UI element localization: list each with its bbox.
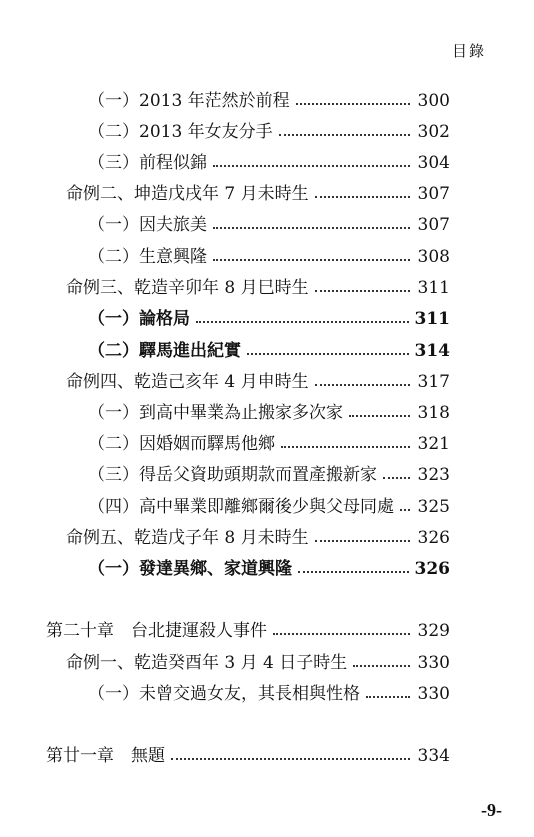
toc-entry-title: （三）前程似錦 (88, 153, 207, 173)
running-header: 目錄 (451, 42, 486, 60)
dot-leader (353, 665, 410, 667)
toc-entry-title: 命例一、乾造癸酉年 3 月 4 日子時生 (66, 653, 348, 673)
toc-entry (88, 212, 450, 238)
toc-entry-page: 325 (417, 497, 450, 517)
toc-entry-page: 308 (417, 247, 450, 267)
toc-entry-title: 命例二、坤造戊戌年 7 月未時生 (66, 184, 309, 204)
toc-entry-page: 314 (414, 341, 450, 361)
dot-leader (315, 540, 410, 542)
toc-entry-title: 命例五、乾造戊子年 8 月未時生 (66, 528, 309, 548)
toc-entry-page: 311 (417, 278, 450, 298)
toc-chapter-entry (46, 743, 450, 769)
dot-leader (315, 290, 410, 292)
toc-entry-page: 329 (417, 621, 450, 641)
toc-entry (66, 525, 450, 551)
toc-entry-page: 311 (414, 309, 450, 329)
dot-leader (298, 571, 409, 573)
dot-leader (296, 103, 410, 105)
toc-entry-title: （二）因婚姻而驛馬他鄉 (88, 434, 275, 454)
toc-entry (88, 556, 450, 582)
toc-entry-page: 302 (417, 122, 450, 142)
dot-leader (171, 758, 410, 760)
toc-entry-title: （一）未曾交過女友，其長相與性格 (88, 684, 360, 704)
toc-entry-page: 317 (417, 372, 450, 392)
toc-entry-page: 330 (417, 684, 450, 704)
dot-leader (213, 259, 410, 261)
toc-entry-title: （一）發達異鄉、家道興隆 (88, 559, 292, 579)
toc-entry-title: 命例四、乾造己亥年 4 月申時生 (66, 372, 309, 392)
dot-leader (213, 165, 410, 167)
toc-entry-page: 318 (417, 403, 450, 423)
toc-entry-page: 304 (417, 153, 450, 173)
dot-leader (247, 353, 409, 355)
toc-entry-page: 300 (417, 91, 450, 111)
dot-leader (273, 633, 410, 635)
toc-entry-title: （一）2013 年茫然於前程 (88, 91, 290, 111)
toc-entry (66, 369, 450, 395)
toc-entry-title: （四）高中畢業即離鄉爾後少與父母同處 (88, 497, 394, 517)
toc-entry-page: 323 (417, 465, 450, 485)
toc-entry-title: 命例三、乾造辛卯年 8 月巳時生 (66, 278, 309, 298)
toc-entry-title: （三）得岳父資助頭期款而置產搬新家 (88, 465, 377, 485)
toc-entry-title: （二）驛馬進出紀實 (88, 341, 241, 361)
dot-leader (279, 134, 410, 136)
dot-leader (281, 446, 410, 448)
toc-entry (88, 88, 450, 114)
toc-entry (88, 119, 450, 145)
toc-entry (88, 462, 450, 488)
dot-leader (315, 384, 410, 386)
toc-entry-title: 第二十章 台北捷運殺人事件 (46, 621, 267, 641)
toc-entry-page: 307 (417, 184, 450, 204)
toc-entry-page: 326 (417, 528, 450, 548)
toc-entry (88, 150, 450, 176)
toc-entry-title: （二）生意興隆 (88, 247, 207, 267)
toc-entry-title: （一）論格局 (88, 309, 190, 329)
toc-entry-page: 321 (417, 434, 450, 454)
dot-leader (400, 509, 410, 511)
toc-entry-page: 334 (417, 746, 450, 766)
dot-leader (366, 696, 410, 698)
toc-entry-page: 307 (417, 215, 450, 235)
dot-leader (383, 477, 410, 479)
toc-entry (66, 650, 450, 676)
toc-entry-page: 330 (417, 653, 450, 673)
dot-leader (315, 196, 410, 198)
toc-entry (88, 494, 450, 520)
toc-entry-title: 第廿一章 無題 (46, 746, 165, 766)
toc-chapter-entry (46, 618, 450, 644)
toc-entry-title: （一）因夫旅美 (88, 215, 207, 235)
toc-entry (66, 275, 450, 301)
toc-entry (88, 244, 450, 270)
dot-leader (213, 227, 410, 229)
dot-leader (349, 415, 410, 417)
toc-entry (88, 681, 450, 707)
toc-entry-title: （二）2013 年女友分手 (88, 122, 273, 142)
toc-entry (88, 400, 450, 426)
page-number: -9- (481, 800, 502, 820)
toc-entry (88, 306, 450, 332)
toc-entry-title: （一）到高中畢業為止搬家多次家 (88, 403, 343, 423)
toc-entry (66, 181, 450, 207)
toc-entry-page: 326 (414, 559, 450, 579)
toc-entry (88, 431, 450, 457)
dot-leader (196, 321, 409, 323)
toc-entry (88, 338, 450, 364)
